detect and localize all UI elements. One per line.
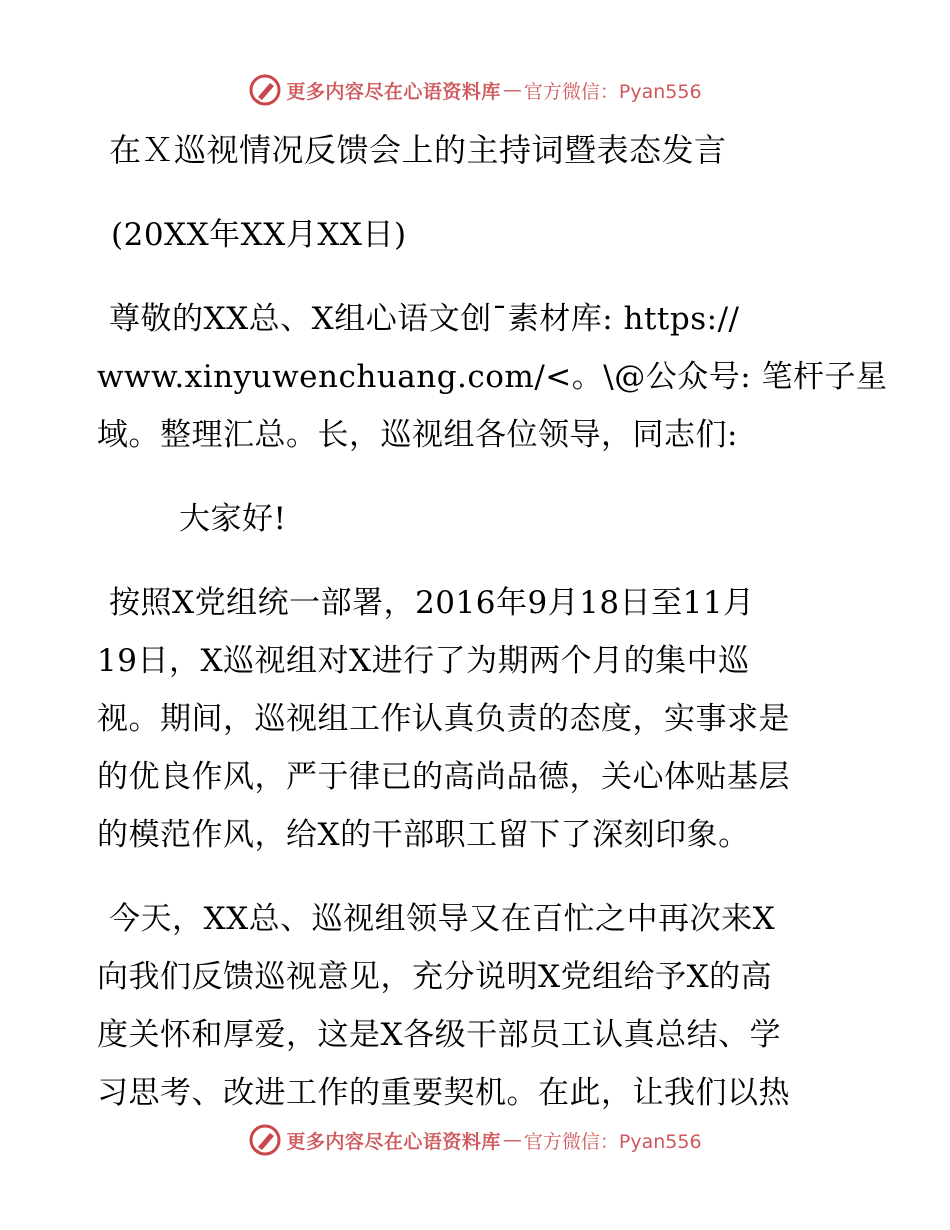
paragraph-line: 的优良作风，严于律已的高尚品德，关心体贴基层 (97, 759, 790, 795)
paragraph-line: 视。期间，巡视组工作认真负责的态度，实事求是 (97, 701, 790, 737)
watermark-account: 官方微信：Pyan556 (523, 80, 702, 103)
watermark-separator: — (502, 1129, 522, 1151)
salutation-line: 域。整理汇总。长，巡视组各位领导，同志们: (97, 417, 738, 453)
greeting: 大家好! (179, 501, 287, 537)
watermark-separator: — (502, 79, 522, 101)
salutation (97, 290, 888, 464)
salutation-line: 尊敬的XX总、X组心语文创¯素材库: https:// (109, 301, 740, 337)
paragraph-1 (97, 574, 849, 864)
document-date: (20XX年XX月XX日) (111, 217, 407, 253)
header-watermark (0, 70, 950, 110)
watermark-slogan: 更多内容尽在心语资料库 (286, 80, 501, 103)
document-title: 在Ｘ巡视情况反馈会上的主持词暨表态发言 (109, 131, 727, 169)
paragraph-line: 的模范作风，给X的干部职工留下了深刻印象。 (97, 817, 750, 853)
paragraph-line: 按照X党组统一部署，2016年9月18日至11月 (109, 585, 755, 621)
pen-seal-logo-icon (248, 73, 282, 107)
paragraph-line: 向我们反馈巡视意见，充分说明X党组给予X的高 (97, 959, 773, 995)
watermark-slogan: 更多内容尽在心语资料库 (286, 1130, 501, 1153)
document-body (97, 120, 888, 1122)
salutation-line: www.xinyuwenchuang.com/<。\@公众号: 笔杆子星 (97, 359, 888, 395)
paragraph-line: 今天，XX总、巡视组领导又在百忙之中再次来X (109, 901, 776, 937)
paragraph-line: 度关怀和厚爱，这是X各级干部员工认真总结、学 (97, 1017, 782, 1053)
pen-seal-logo-icon (248, 1123, 282, 1157)
paragraph-line: 习思考、改进工作的重要契机。在此，让我们以热 (97, 1075, 790, 1111)
watermark-account: 官方微信：Pyan556 (523, 1130, 702, 1153)
paragraph-2 (97, 890, 849, 1122)
footer-watermark (0, 1120, 950, 1160)
paragraph-line: 19日，X巡视组对X进行了为期两个月的集中巡 (97, 643, 750, 679)
